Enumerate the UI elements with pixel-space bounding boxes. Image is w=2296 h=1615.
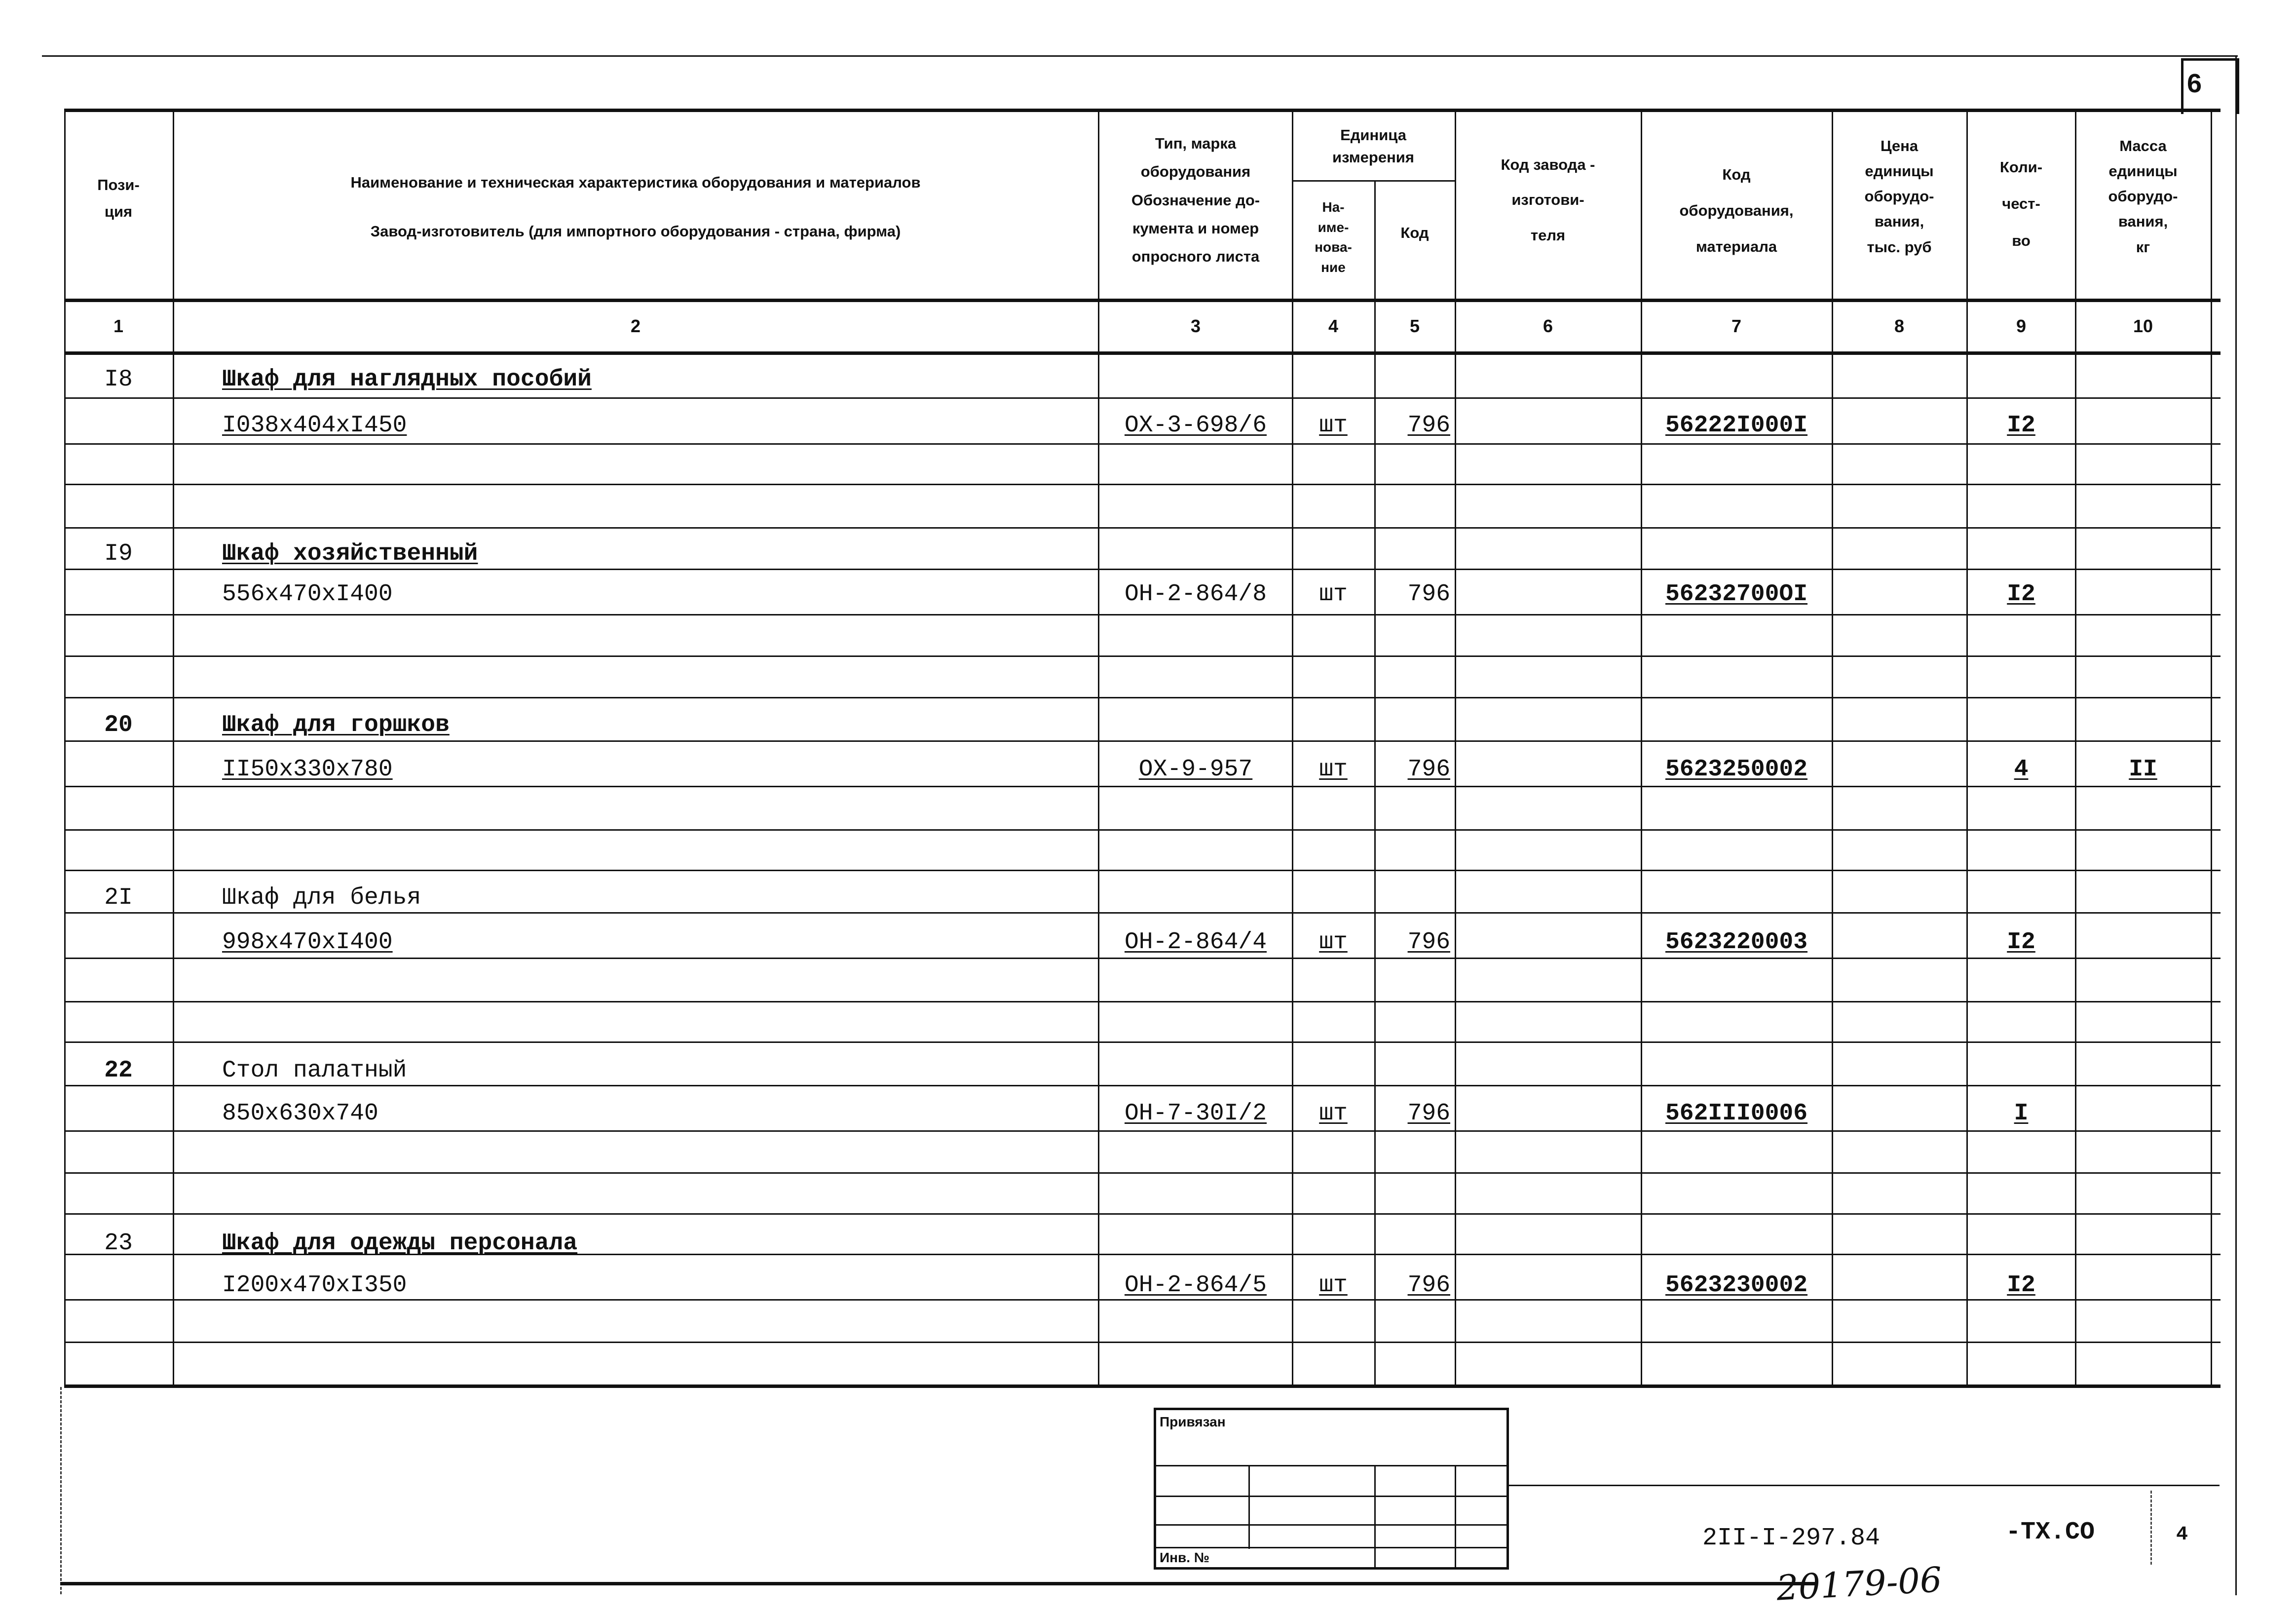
unit-code-cell: 796 bbox=[1407, 412, 1450, 439]
row-line bbox=[64, 740, 2221, 742]
col-number: 2 bbox=[630, 316, 641, 336]
header-type: Тип, марка оборудования Обозначение до- кумента и номер опросного листа bbox=[1131, 135, 1260, 266]
equip-code-cell: 56232700OI bbox=[1665, 581, 1808, 608]
row-line bbox=[64, 829, 2221, 831]
row-line bbox=[64, 958, 2221, 959]
col-line bbox=[173, 109, 174, 1387]
row-line bbox=[64, 870, 2221, 871]
header-price: Цена единицы оборудо- вания, тыс. руб bbox=[1864, 137, 1934, 256]
row-line bbox=[64, 1342, 2221, 1343]
col-line bbox=[1455, 109, 1456, 1387]
col-number: 5 bbox=[1409, 316, 1420, 336]
row-line bbox=[64, 1130, 2221, 1132]
equip-code-cell: 562III0006 bbox=[1665, 1100, 1808, 1127]
name-cell: Шкаф для белья bbox=[222, 884, 421, 911]
doc-cell: ОН-2-864/8 bbox=[1124, 581, 1267, 608]
col-number: 6 bbox=[1543, 316, 1553, 336]
stamp-col bbox=[1455, 1465, 1456, 1569]
col-line bbox=[1098, 109, 1099, 1387]
col-line bbox=[1374, 180, 1376, 1387]
row-line bbox=[64, 484, 2221, 485]
doc-cell: ОХ-9-957 bbox=[1138, 756, 1253, 783]
row-line bbox=[64, 697, 2221, 698]
stamp-col bbox=[1374, 1465, 1376, 1569]
header-unit-code: Код bbox=[1400, 224, 1429, 241]
unit-code-cell: 796 bbox=[1407, 1272, 1450, 1299]
col-line bbox=[1832, 109, 1833, 1387]
size-cell: 998x470xI400 bbox=[222, 929, 393, 956]
header-name: Наименование и техническая характеристика оборудования и материалов Завод-изготовитель (для импортного оборудования - страна, фирма) bbox=[350, 174, 921, 240]
equip-code-cell: 5623220003 bbox=[1665, 929, 1808, 956]
unit-code-cell: 796 bbox=[1407, 756, 1450, 783]
col-number: 9 bbox=[2016, 316, 2027, 336]
row-line bbox=[64, 443, 2221, 445]
col-line bbox=[2211, 109, 2212, 1387]
header-unit-name: На- име- нова- ние bbox=[1315, 199, 1352, 275]
name-cell: Стол палатный bbox=[222, 1057, 407, 1084]
position-cell: I9 bbox=[104, 540, 133, 567]
header-factory-code: Код завода - изготови- теля bbox=[1501, 156, 1595, 244]
row-line bbox=[64, 1172, 2221, 1174]
unit-cell: шт bbox=[1319, 412, 1348, 439]
doc-cell: ОН-2-864/4 bbox=[1124, 929, 1267, 956]
equip-code-cell: 56222I000I bbox=[1665, 412, 1808, 439]
row-line bbox=[64, 527, 2221, 529]
name-cell: Шкаф для одежды персонала bbox=[222, 1230, 578, 1257]
col-number: 10 bbox=[2133, 316, 2153, 336]
row-line bbox=[64, 912, 2221, 914]
row-line bbox=[64, 397, 2221, 399]
row-line bbox=[64, 1299, 2221, 1301]
qty-cell: I2 bbox=[2007, 581, 2035, 608]
row-line bbox=[64, 1085, 2221, 1086]
equip-code-cell: 5623230002 bbox=[1665, 1272, 1808, 1299]
position-cell: 20 bbox=[104, 712, 133, 738]
unit-cell: шт bbox=[1319, 929, 1348, 956]
col-line bbox=[2075, 109, 2076, 1387]
stamp-right-top-line bbox=[1509, 1485, 2220, 1486]
col-line bbox=[1641, 109, 1642, 1387]
unit-cell: шт bbox=[1319, 581, 1348, 608]
row-line bbox=[64, 614, 2221, 615]
stamp-col bbox=[1248, 1465, 1250, 1549]
qty-cell: I2 bbox=[2007, 1272, 2035, 1299]
col-line bbox=[64, 109, 66, 1387]
doc-cell: ОХ-3-698/6 bbox=[1124, 412, 1267, 439]
document-suffix: -TX.CO bbox=[2006, 1518, 2095, 1546]
qty-cell: 4 bbox=[2014, 756, 2029, 783]
stamp-inv-label: Инв. № bbox=[1160, 1550, 1210, 1565]
qty-cell: I bbox=[2014, 1100, 2029, 1127]
unit-code-cell: 796 bbox=[1407, 929, 1450, 956]
left-dashed-line bbox=[60, 1387, 62, 1594]
header-sub-line bbox=[1292, 180, 1455, 182]
unit-cell: шт bbox=[1319, 756, 1348, 783]
unit-code-cell: 796 bbox=[1407, 581, 1450, 608]
row-line bbox=[64, 1001, 2221, 1002]
bottom-border-line bbox=[60, 1582, 1817, 1585]
col-number: 7 bbox=[1731, 316, 1742, 336]
col-line bbox=[1966, 109, 1968, 1387]
header-mass: Масса единицы оборудо- вания, кг bbox=[2108, 137, 2178, 256]
numbers-bottom-line bbox=[64, 351, 2221, 355]
header-bottom-line bbox=[64, 299, 2221, 302]
row-line bbox=[64, 786, 2221, 787]
stamp-attached-label: Привязан bbox=[1160, 1414, 1226, 1429]
size-cell: II50x330x780 bbox=[222, 756, 393, 783]
col-number: 8 bbox=[1894, 316, 1905, 336]
doc-cell: ОН-2-864/5 bbox=[1124, 1272, 1267, 1299]
row-line bbox=[64, 569, 2221, 570]
name-cell: Шкаф хозяйственный bbox=[222, 540, 478, 567]
name-cell: Шкаф для наглядных пособий bbox=[222, 366, 592, 393]
position-cell: I8 bbox=[104, 366, 133, 393]
stamp-sheet-number: 4 bbox=[2176, 1524, 2188, 1546]
row-line bbox=[64, 655, 2221, 657]
unit-cell: шт bbox=[1319, 1100, 1348, 1127]
table-bottom-line bbox=[64, 1384, 2221, 1388]
top-border-line bbox=[42, 55, 2238, 57]
equip-code-cell: 5623250002 bbox=[1665, 756, 1808, 783]
header-position: Пози- ция bbox=[97, 176, 140, 221]
unit-cell: шт bbox=[1319, 1272, 1348, 1299]
unit-code-cell: 796 bbox=[1407, 1100, 1450, 1127]
col-number: 4 bbox=[1328, 316, 1339, 336]
handwritten-number: 20179-06 bbox=[1775, 1559, 1943, 1609]
qty-cell: I2 bbox=[2007, 929, 2035, 956]
right-border-line bbox=[2235, 55, 2237, 1595]
col-line bbox=[1292, 109, 1293, 1387]
row-line bbox=[64, 1213, 2221, 1215]
header-unit: Единица измерения bbox=[1332, 126, 1414, 166]
document-code: 2II-I-297.84 bbox=[1702, 1524, 1881, 1552]
header-qty: Коли- чест- во bbox=[1999, 158, 2043, 249]
doc-cell: ОН-7-30I/2 bbox=[1124, 1100, 1267, 1127]
row-line bbox=[64, 1041, 2221, 1043]
name-cell: Шкаф для горшков bbox=[222, 712, 450, 738]
position-cell: 2I bbox=[104, 884, 133, 911]
position-cell: 22 bbox=[104, 1057, 133, 1084]
size-cell: I200x470xI350 bbox=[222, 1272, 407, 1299]
header-equip-code: Код оборудования, материала bbox=[1679, 166, 1794, 255]
size-cell: 850x630x740 bbox=[222, 1100, 378, 1127]
qty-cell: I2 bbox=[2007, 412, 2035, 439]
size-cell: I038x404xI450 bbox=[222, 412, 407, 439]
position-cell: 23 bbox=[104, 1230, 133, 1257]
table-top-line bbox=[64, 109, 2221, 112]
size-cell: 556x470xI400 bbox=[222, 581, 393, 608]
mass-cell: II bbox=[2129, 756, 2157, 783]
col-number: 3 bbox=[1190, 316, 1201, 336]
sheet-number: 6 bbox=[2187, 69, 2202, 98]
col-number: 1 bbox=[113, 316, 124, 336]
